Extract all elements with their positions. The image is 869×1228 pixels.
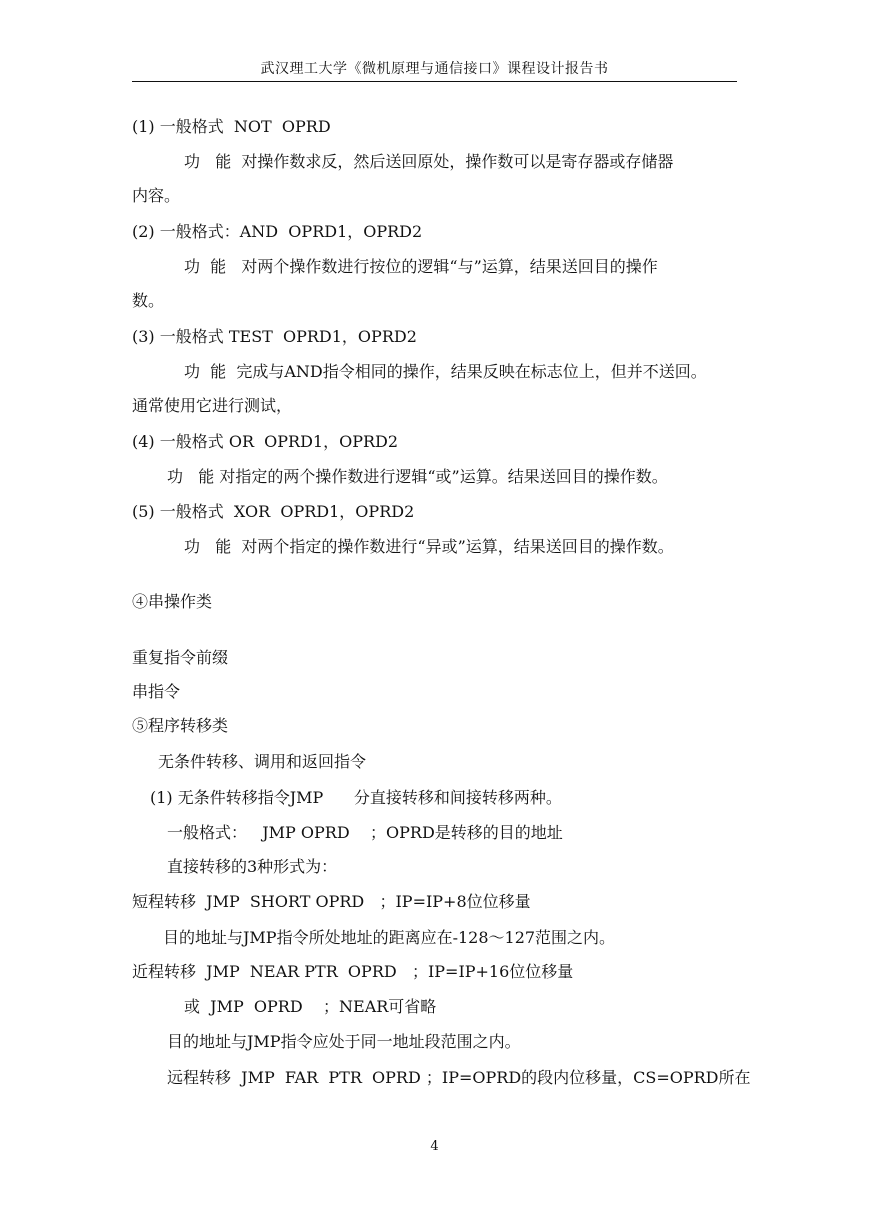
function-line-test: 功 能 完成与AND指令相同的操作，结果反映在标志位上，但并不送回。	[184, 362, 707, 381]
short-jump-line: 短程转移 JMP SHORT OPRD ；IP=IP+8位位移量	[132, 892, 531, 911]
jmp-format-line: 一般格式： JMP OPRD ；OPRD是转移的目的地址	[167, 823, 563, 842]
function-line-and: 功 能 对两个操作数进行按位的逻辑“与”运算，结果送回目的操作	[184, 257, 658, 276]
format-line-xor: (5) 一般格式 XOR OPRD1，OPRD2	[132, 502, 415, 521]
far-jump-line: 远程转移 JMP FAR PTR OPRD ；IP=OPRD的段内位移量，CS=OPRD所在	[167, 1068, 751, 1087]
function-line-not: 功 能 对操作数求反，然后送回原处，操作数可以是寄存器或存储器	[184, 152, 674, 171]
short-jump-range-note: 目的地址与JMP指令所处地址的距离应在-128～127范围之内。	[163, 928, 616, 947]
page-header: 武汉理工大学《微机原理与通信接口》课程设计报告书	[260, 61, 609, 77]
section-heading-program-transfer: ⑤程序转移类	[132, 716, 229, 735]
function-line-test-cont: 通常使用它进行测试，	[132, 396, 293, 415]
header-divider	[132, 81, 737, 82]
format-line-or: (4) 一般格式 OR OPRD1，OPRD2	[132, 432, 399, 451]
function-line-or: 功 能 对指定的两个操作数进行逻辑“或”运算。结果送回目的操作数。	[167, 467, 668, 486]
function-line-not-cont: 内容。	[132, 186, 181, 205]
format-line-test: (3) 一般格式 TEST OPRD1，OPRD2	[132, 327, 417, 346]
function-line-xor: 功 能 对两个指定的操作数进行“异或”运算，结果送回目的操作数。	[184, 537, 674, 556]
direct-transfer-forms: 直接转移的3种形式为：	[167, 857, 338, 876]
jmp-intro-line: (1) 无条件转移指令JMP 分直接转移和间接转移两种。	[150, 788, 562, 807]
item-repeat-prefix: 重复指令前缀	[132, 648, 229, 667]
format-line-and: (2) 一般格式：AND OPRD1，OPRD2	[132, 222, 423, 241]
near-jump-range-note: 目的地址与JMP指令应处于同一地址段范围之内。	[167, 1032, 521, 1051]
near-jump-alt-line: 或 JMP OPRD ；NEAR可省略	[184, 997, 437, 1016]
subheading-unconditional: 无条件转移、调用和返回指令	[158, 752, 367, 771]
format-line-not: (1) 一般格式 NOT OPRD	[132, 117, 331, 136]
item-string-instructions: 串指令	[132, 682, 181, 701]
section-heading-string-ops: ④串操作类	[132, 592, 213, 611]
near-jump-line: 近程转移 JMP NEAR PTR OPRD ；IP=IP+16位位移量	[132, 962, 574, 981]
page-number: 4	[430, 1139, 439, 1154]
function-line-and-cont: 数。	[132, 291, 165, 310]
